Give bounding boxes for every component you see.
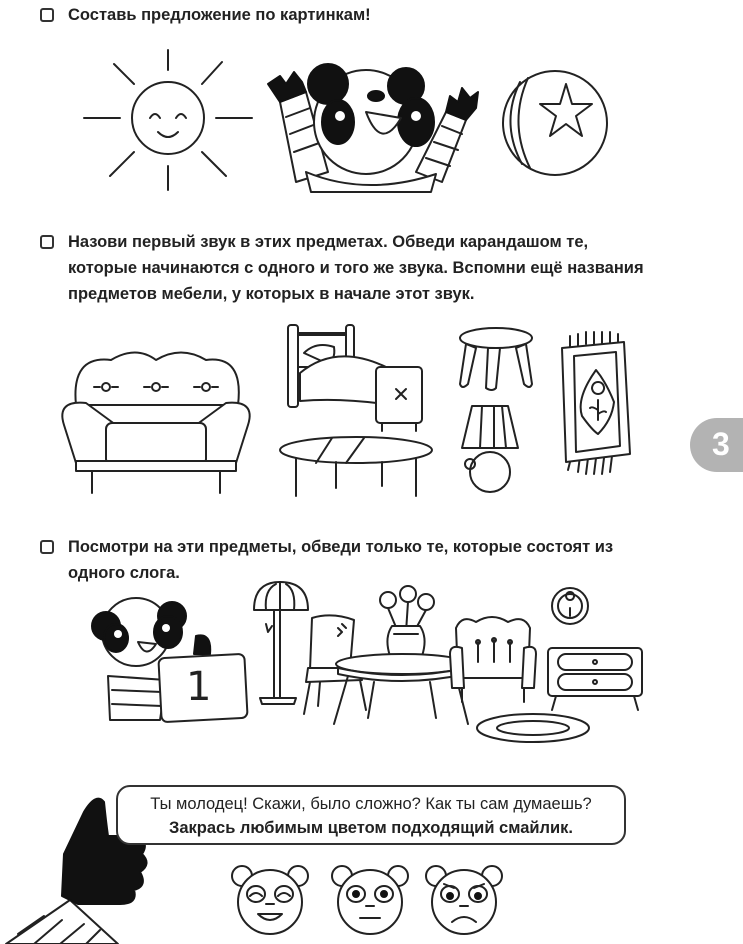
panda-icon [266, 62, 486, 192]
task-1-line: Составь предложение по картинкам! [68, 6, 371, 24]
task-3-line: одного слога. [68, 564, 180, 582]
speech-instruction: Закрась любимым цветом подходящий смайлик. [168, 819, 574, 837]
task-2 [40, 229, 680, 307]
task-2-line: которые начинаются с одного и того же звука. Вспомни ещё названия [68, 259, 644, 277]
ball-icon [500, 68, 610, 178]
task-1-checkbox[interactable] [40, 8, 54, 22]
speech-question: Ты молодец! Скажи, было сложно? Как ты сам думаешь? [150, 795, 592, 813]
dresser-icon [546, 646, 646, 712]
wall-clock-icon [550, 586, 590, 626]
sofa-icon [56, 345, 256, 495]
task-3-text [68, 534, 680, 586]
table-icon [276, 434, 436, 500]
bed-icon [286, 323, 436, 433]
task-3-checkbox[interactable] [40, 540, 54, 554]
task-2-checkbox[interactable] [40, 235, 54, 249]
panda-icon [86, 596, 256, 728]
smiley-sad-icon[interactable] [422, 860, 506, 936]
rug-icon [552, 330, 642, 480]
smiley-neutral-icon[interactable] [328, 860, 412, 936]
sign-number: 1 [186, 664, 212, 710]
stool-icon [456, 326, 536, 392]
task-1 [40, 2, 680, 28]
task-2-line: предметов мебели, у которых в начале этот звук. [68, 285, 475, 303]
smiley-happy-icon[interactable] [228, 860, 312, 936]
sun-icon [80, 40, 260, 200]
round-rug-icon [474, 712, 592, 746]
armchair-icon [448, 614, 538, 704]
task-3 [40, 534, 680, 586]
task-3-line: Посмотри на эти предметы, обведи только те, которые состоят из [68, 538, 614, 556]
speech-bubble [116, 785, 626, 845]
lamp-icon [458, 404, 528, 496]
task-1-text [68, 2, 680, 28]
task-2-text [68, 229, 680, 307]
task-2-line: Назови первый звук в этих предметах. Обведи карандашом те, [68, 233, 589, 251]
chapter-number: 3 [712, 426, 730, 462]
